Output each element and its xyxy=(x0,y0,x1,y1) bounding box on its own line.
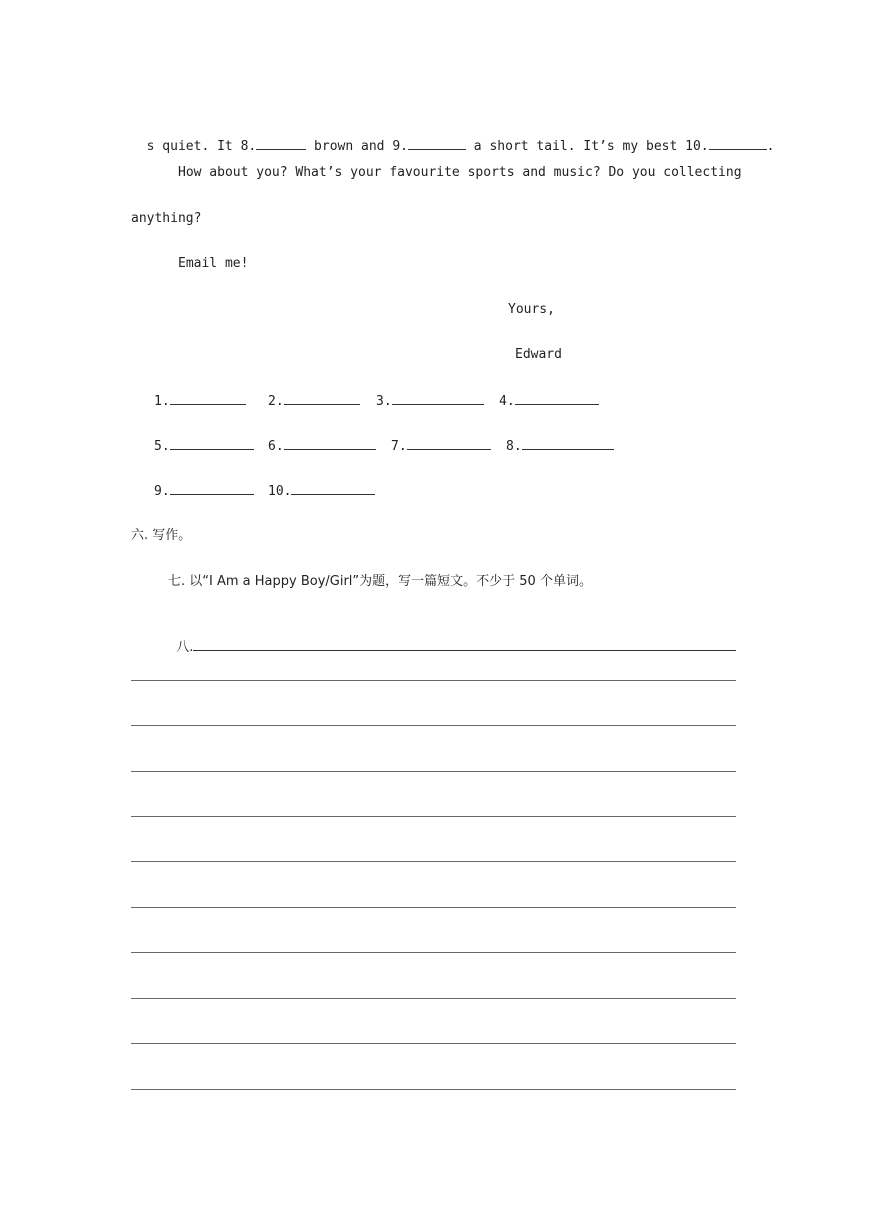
answer-item-6[interactable] xyxy=(268,437,376,456)
writing-first-line[interactable] xyxy=(168,619,736,657)
writing-line[interactable] xyxy=(131,861,736,862)
letter-line-1 xyxy=(131,119,774,156)
answer-number: 3. xyxy=(376,394,392,409)
answer-item-4[interactable] xyxy=(499,392,599,411)
answer-number: 2. xyxy=(268,394,284,409)
answer-blank[interactable] xyxy=(392,392,484,405)
blank-8[interactable] xyxy=(256,137,306,150)
writing-line[interactable] xyxy=(131,998,736,999)
letter-closing: Yours, xyxy=(508,302,555,317)
writing-line[interactable] xyxy=(131,725,736,726)
answer-blank[interactable] xyxy=(170,392,246,405)
answer-blank[interactable] xyxy=(407,437,491,450)
answer-blank[interactable] xyxy=(291,482,375,495)
writing-line[interactable] xyxy=(131,680,736,681)
answer-blank[interactable] xyxy=(170,482,254,495)
writing-line[interactable] xyxy=(131,907,736,908)
answer-item-10[interactable] xyxy=(268,482,375,501)
answer-blank[interactable] xyxy=(170,437,254,450)
answer-number: 6. xyxy=(268,439,284,454)
blank-9[interactable] xyxy=(408,137,466,150)
writing-prompt: 七. 以“I Am a Happy Boy/Girl”为题，写一篇短文。不少于 50 个单词。 xyxy=(168,574,592,589)
answer-item-1[interactable] xyxy=(154,392,246,411)
text-segment: s quiet. It 8. xyxy=(146,139,257,154)
answer-blank[interactable] xyxy=(284,392,360,405)
writing-line[interactable] xyxy=(131,1043,736,1044)
section-heading: 六. 写作。 xyxy=(131,528,192,543)
letter-line-3: anything? xyxy=(131,211,202,226)
writing-line[interactable] xyxy=(131,952,736,953)
answer-item-2[interactable] xyxy=(268,392,360,411)
blank-10[interactable] xyxy=(709,137,767,150)
answer-item-7[interactable] xyxy=(391,437,491,456)
answer-blank[interactable] xyxy=(515,392,599,405)
letter-line-4: Email me! xyxy=(178,256,249,271)
answer-number: 7. xyxy=(391,439,407,454)
answer-item-9[interactable] xyxy=(154,482,254,501)
writing-line[interactable] xyxy=(131,1089,736,1090)
answer-item-5[interactable] xyxy=(154,437,254,456)
letter-line-2: How about you? What’s your favourite sports and music? Do you collecting xyxy=(178,165,742,180)
answer-number: 1. xyxy=(154,394,170,409)
answer-number: 10. xyxy=(268,484,292,499)
letter-signature: Edward xyxy=(515,347,562,362)
answer-blank[interactable] xyxy=(522,437,614,450)
writing-line[interactable] xyxy=(131,771,736,772)
text-segment: a short tail. It’s my best 10. xyxy=(465,139,709,154)
writing-line[interactable] xyxy=(131,816,736,817)
writing-line[interactable] xyxy=(193,637,736,651)
answer-item-8[interactable] xyxy=(506,437,614,456)
answer-item-3[interactable] xyxy=(376,392,484,411)
answer-number: 4. xyxy=(499,394,515,409)
text-segment: . xyxy=(766,139,775,154)
answer-blank[interactable] xyxy=(284,437,376,450)
text-segment: brown and 9. xyxy=(306,139,408,154)
answer-number: 9. xyxy=(154,484,170,499)
line-label: 八. xyxy=(176,640,194,655)
answer-number: 8. xyxy=(506,439,522,454)
answer-number: 5. xyxy=(154,439,170,454)
